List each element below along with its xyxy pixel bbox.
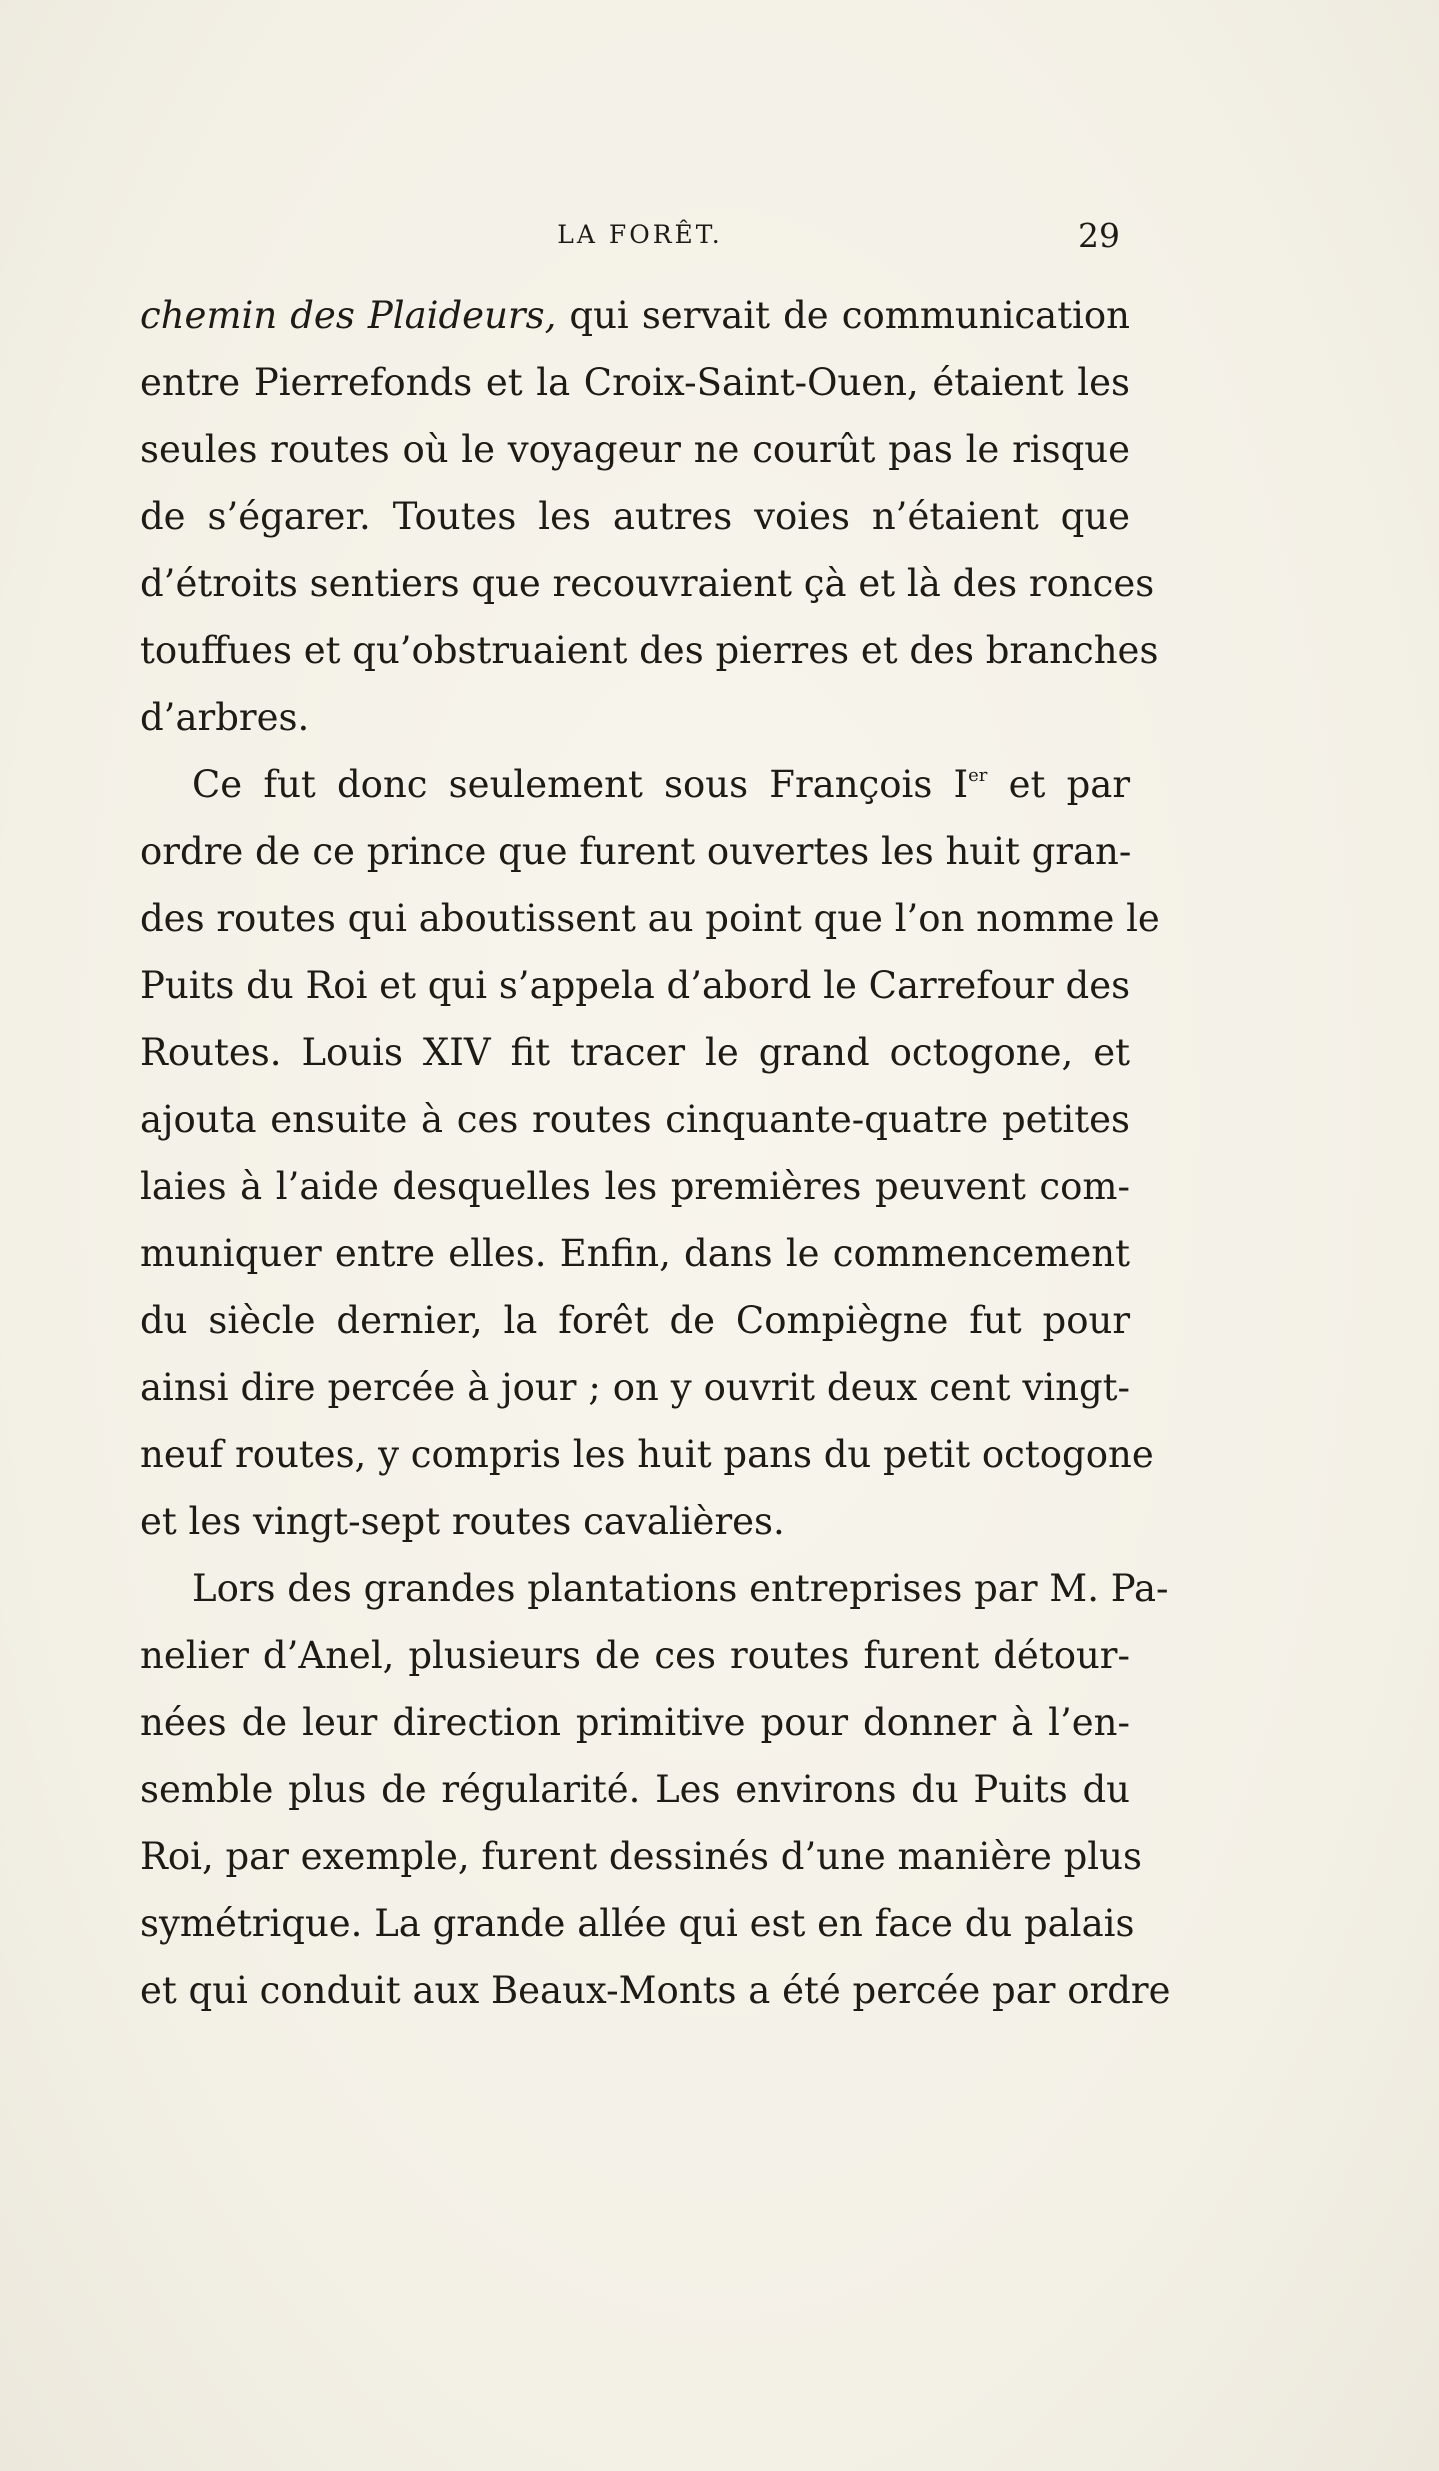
text-line [140,282,1130,349]
text-line: touffues et qu’obstruaient des pierres et des branches [140,629,1159,672]
text-span: qui servait de communication [556,294,1130,337]
body-text [140,282,1171,2024]
text-line: Routes. Louis XIV fit tracer le grand octogone, et [140,1031,1130,1074]
text-line: d’arbres. [140,696,310,739]
text-line: seules routes où le voyageur ne courût pas le risque [140,428,1130,471]
text-line: semble plus de régularité. Les environs du Puits du [140,1768,1130,1811]
text-line: ainsi dire percée à jour ; on y ouvrit deux cent vingt- [140,1366,1130,1409]
running-title: LA FORÊT. [557,220,723,249]
text-line: muniquer entre elles. Enfin, dans le commencement [140,1232,1130,1275]
text-line: nées de leur direction primitive pour donner à l’en- [140,1701,1130,1744]
text-line: Roi, par exemple, furent dessinés d’une manière plus [140,1835,1142,1878]
text-line: entre Pierrefonds et la Croix-Saint-Ouen, étaient les [140,361,1130,404]
text-line: ordre de ce prince que furent ouvertes les huit gran- [140,830,1132,873]
italic-phrase: chemin des Plaideurs, [140,294,557,337]
text-line: d’étroits sentiers que recouvraient çà et là des ronces [140,562,1155,605]
text-line: laies à l’aide desquelles les premières peuvent com- [140,1165,1130,1208]
text-line: du siècle dernier, la forêt de Compiègne fut pour [140,1299,1130,1342]
text-span: Ce fut donc seulement sous François I [192,763,969,806]
paragraph-start-line [140,751,1130,818]
page-header [140,212,1140,260]
text-span: et par [987,763,1130,806]
text-line: nelier d’Anel, plusieurs de ces routes furent détour- [140,1634,1130,1677]
paragraph-start-line: Lors des grandes plantations entreprises par M. Pa- [192,1567,1169,1610]
page-number: 29 [1078,216,1120,255]
text-line: neuf routes, y compris les huit pans du petit octogone [140,1433,1154,1476]
text-line: Puits du Roi et qui s’appela d’abord le Carrefour des [140,964,1131,1007]
text-line: de s’égarer. Toutes les autres voies n’étaient que [140,495,1130,538]
text-line: et les vingt-sept routes cavalières. [140,1500,785,1543]
text-line: symétrique. La grande allée qui est en face du palais [140,1902,1135,1945]
text-line: des routes qui aboutissent au point que l’on nomme le [140,897,1160,940]
text-line: ajouta ensuite à ces routes cinquante-quatre petites [140,1098,1130,1141]
superscript: er [968,765,988,786]
text-line: et qui conduit aux Beaux-Monts a été percée par ordre [140,1969,1171,2012]
